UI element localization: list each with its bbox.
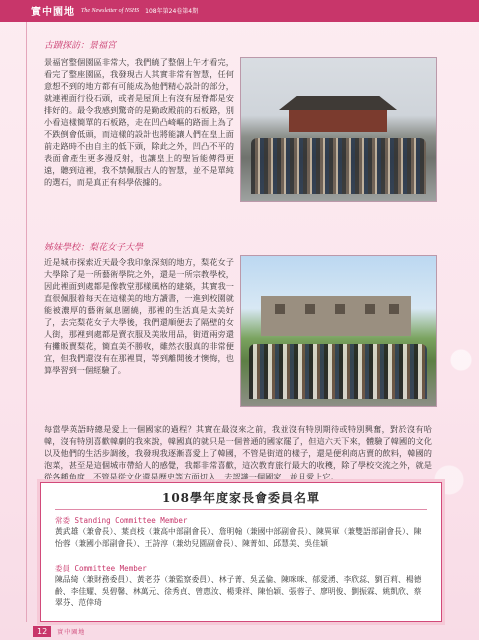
section1-text: 景福宮整個園區非常大，我們繞了整個上午才看完，看完了整座園區，我發現古人其實非常有智慧，任何意想不到的地方都有可能成為他們精心設計的部分，就連裡面行役石頭，或者是屋頂上有沒有屋脊都是安排好的。最令我感到驚奇的是勤政殿前的石板路，別小看這樣簡單的石板路，走在凹凸崎嶇的路面上為了不跌倒會低頭，而這樣的設計也將能讓人們在皇上面前走路時不由自主的低下頭，除此之外，凹凸不平的表面會產生更多漫反射，也讓皇上的聖旨能傳得更遠，聽到這裡，我不禁佩服古人的智慧，並不是單純的選石，而是真正有科學依據的。 (44, 57, 234, 187)
palace-group-photo (240, 57, 437, 202)
margin-line (26, 22, 27, 622)
section1-title: 古蹟探訪：景福宮 (44, 41, 117, 51)
page-number: 12 (33, 626, 51, 637)
committee-divider (55, 509, 427, 510)
section2-title: 姊妹學校：梨花女子大學 (44, 243, 144, 253)
header-bar (0, 0, 479, 22)
student-group (251, 138, 426, 194)
section2-text: 近是城市探索近天最令我印象深刻的地方，梨花女子大學除了是一所藝術學院之外，還是一所宗教學校，因此裡面到處都是像教堂那樣風格的建築，其實我一直很佩服着每天在這樣美的地方讀書，一進到校園就能被濃厚的藝術氣息圍繞，那裡的生活真是太美好了，去完梨花女子大學後，我們還順便去了隔壁的女人街，那裡到處都是賣衣服及美妝用品，街道兩旁還有攤販賣梨花，簡直美不勝收，雖然衣服真的非常便宜，但我們還沒有在那裡買，等到離開後才懊悔，也算學習到一個經驗了。 (44, 257, 234, 375)
committee-label: 委員 Committee Member (55, 564, 147, 573)
committee-box (40, 482, 442, 622)
committee-names: 陳品綺（兼財務委員）、黃老芬（兼監察委員）、林子菁、吳孟倫、陳咪咪、郁愛湧、李欣蕊、劉百莉、楊德齡、李佳耀、吳碧馨、林萬元、徐秀貞、曾惠汝、楊秉祥、陳怡穎、張蓉子、廖明俊、劉振霖、姚凱欣、蔡翠芬、范倖琦 (55, 575, 422, 607)
standing-label: 常委 Standing Committee Member (55, 516, 188, 525)
footer-brand: 實中園地 (57, 628, 86, 636)
committee-title: 108學年度家長會委員名單 (161, 491, 321, 505)
campus-group-photo (240, 255, 437, 407)
palace-roof (279, 96, 397, 110)
building-window (389, 304, 399, 314)
campus-building (261, 296, 411, 336)
header-content (31, 2, 251, 19)
footer (33, 625, 233, 637)
header-brand: 實中園地 (31, 7, 75, 18)
section3-text: 每當學英語時總是愛上一個國家的過程？其實在最沒來之前，我並沒有特別期待或特別興奮，對於沒有哈韓，沒有特別喜歡韓劇的我來說，韓國真的就只是一個普通的國家罷了，但這六天下來，體驗了韓國的文化以及他們的生活步調後，我發現我逐漸喜愛上了韓國，不管是街道的樣子，還是便利商店賣的飲料，韓國的泡菜，甚至是這個城市帶給人的感覺，我都非常喜歡，這次教育旅行最大的收穫，除了學校交流之外，就是從各種角度，不管是從文化還是歷史等方面切入，去認識一個國家，並且愛上它。 (44, 424, 432, 482)
header-newsletter: The Newsletter of NSHS (81, 7, 140, 14)
student-group (249, 344, 427, 399)
building-window (305, 304, 315, 314)
building-window (365, 304, 375, 314)
palace-hall (289, 110, 387, 132)
standing-names: 黃武雄（兼會長）、葉貞枝（兼高中部副會長）、詹明翰（兼國中部副會長）、陳異軍（兼雙語部副會長）、陳怡蓉（兼國小部副會長）、王詩淳（兼幼兒園副會長）、陳菁如、邱慧美、吳佳穎 (55, 527, 422, 548)
building-window (275, 304, 285, 314)
building-window (335, 304, 345, 314)
header-issue: 108年第24卷第4期 (145, 8, 199, 15)
